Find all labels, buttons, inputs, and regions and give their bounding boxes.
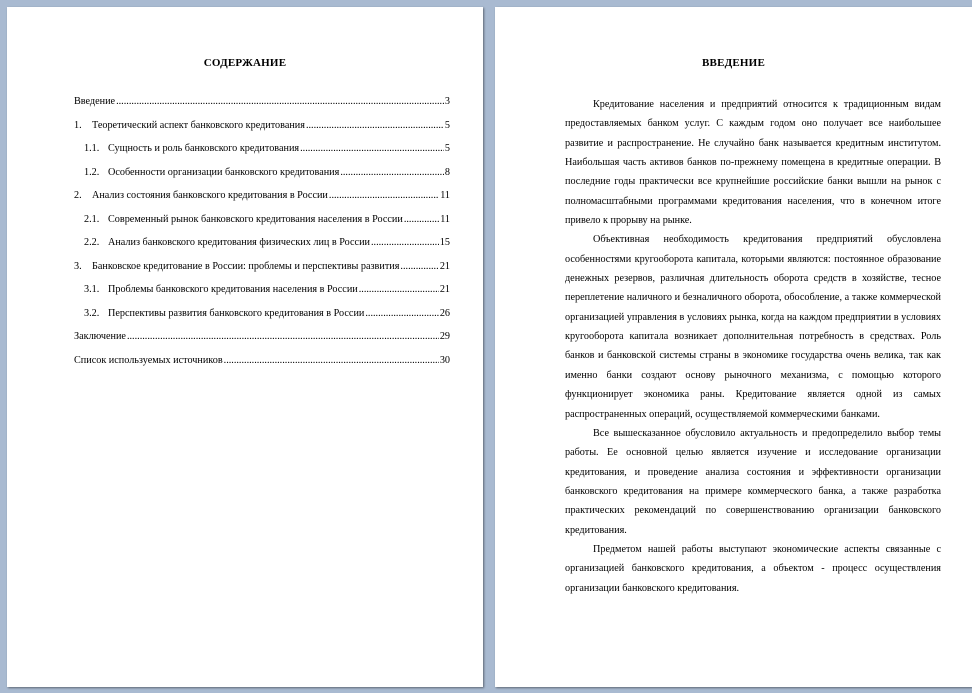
- toc-dot-leader: [116, 95, 444, 109]
- toc-entry-number: 3.: [74, 260, 82, 272]
- toc-dot-leader: [400, 260, 438, 274]
- toc-dot-leader: [306, 119, 444, 133]
- toc-entry-number: 3.1.: [84, 284, 100, 295]
- toc-dot-leader: [127, 330, 439, 344]
- toc-entry-number: 1.1.: [84, 143, 100, 154]
- toc-entry-page: 26: [439, 307, 450, 319]
- toc-entry-page: 3: [444, 96, 450, 107]
- toc-entry-page: 8: [444, 166, 450, 178]
- toc-entry[interactable]: [74, 142, 450, 166]
- table-of-contents: [74, 95, 450, 377]
- toc-entry-number: 2.: [74, 190, 82, 201]
- introduction-paragraph: Все вышесказанное обусловило актуальность и предопределило выбор темы работы. Ее основной целью является изучение и исследование организации кредитования, и проведение анализа состояния и эффективности организации банковского кредитования на примере коммерческого банка, а также разработка практических рекомендаций по совершенствованию организации банковского кредитования.: [565, 427, 941, 536]
- toc-entry-page: 5: [444, 143, 450, 154]
- toc-entry-page: 11: [440, 190, 450, 201]
- toc-entry-number: 2.2.: [84, 237, 100, 248]
- toc-entry-page: 21: [439, 284, 450, 295]
- toc-entry-title: Перспективы развития банковского кредитования в России: [108, 307, 365, 319]
- toc-entry-number: 1.: [74, 119, 82, 131]
- toc-entry[interactable]: [74, 330, 450, 354]
- introduction-paragraph: Кредитование населения и предприятий относится к традиционным видам предоставляемых банком услуг. С каждым годом оно получает все наибольшее развитие и распространение. Не случайно банк называется кредитным институтом. Наибольшая часть активов банков по-прежнему помещена в кредитные операции. В последние годы практически все крупнейшие российские банки вышли на рынок с полномасштабными программами кредитования населения, что в конечном итоге привело к прорыву на рынке.: [565, 99, 941, 227]
- contents-heading: СОДЕРЖАНИЕ: [203, 57, 287, 69]
- toc-entry[interactable]: [74, 119, 450, 143]
- toc-entry[interactable]: [74, 189, 450, 213]
- toc-entry-title: Введение: [74, 96, 116, 107]
- toc-entry-number: 3.2.: [84, 307, 100, 319]
- toc-entry[interactable]: [74, 166, 450, 190]
- introduction-heading: ВВЕДЕНИЕ: [702, 57, 765, 69]
- toc-entry-page: 30: [439, 354, 450, 366]
- toc-entry-number: 2.1.: [84, 213, 100, 225]
- toc-entry-title: Анализ банковского кредитования физических лиц в России: [108, 237, 370, 248]
- page-contents: [7, 7, 483, 687]
- toc-entry-title: Заключение: [74, 331, 126, 342]
- toc-entry-title: Теоретический аспект банковского кредитования: [92, 119, 305, 131]
- toc-entry[interactable]: [74, 260, 450, 284]
- introduction-paragraph: Объективная необходимость кредитования предприятий обусловлена особенностями кругооборота капитала, которыми являются: постоянное образование денежных резервов, различная длительность оборота средств в хозяйстве, тесное переплетение наличного и безналичного оборота, обособление, а также коммерческой организацией управления в условиях рынка, когда на каждом предприятии в условиях кругооборота капитала возникает дополнительная потребность в средствах. Роль банков и банковской системы страны в экономике государства очень велика, так как именно банки создают основу рыночного механизма, с помощью которого функционирует экономика раны. Кредитование является одной из самых распространенных операций, осуществляемой коммерческими банками.: [565, 234, 941, 420]
- toc-entry-page: 5: [444, 119, 450, 131]
- toc-entry-number: 1.2.: [84, 166, 100, 178]
- toc-dot-leader: [340, 166, 444, 180]
- toc-entry-page: 29: [439, 331, 450, 342]
- toc-dot-leader: [371, 236, 439, 250]
- introduction-paragraph: Предметом нашей работы выступают экономические аспекты связанные с организацией банковского кредитования, а объектом - процесс осуществления организации банковского кредитования.: [565, 543, 941, 594]
- toc-dot-leader: [300, 142, 444, 156]
- toc-dot-leader: [404, 213, 439, 227]
- toc-entry[interactable]: [74, 307, 450, 331]
- toc-entry-title: Сущность и роль банковского кредитования: [108, 143, 300, 154]
- toc-entry-page: 11: [440, 213, 450, 225]
- toc-entry-title: Анализ состояния банковского кредитования в России: [92, 190, 328, 201]
- toc-entry[interactable]: [74, 283, 450, 307]
- toc-entry-page: 21: [439, 260, 450, 272]
- toc-entry-title: Банковское кредитование в России: проблемы и перспективы развития: [92, 260, 400, 272]
- toc-entry[interactable]: [74, 213, 450, 237]
- toc-entry-title: Современный рынок банковского кредитования населения в России: [108, 213, 403, 225]
- toc-entry-page: 15: [439, 237, 450, 248]
- toc-entry-title: Проблемы банковского кредитования населения в России: [108, 284, 358, 295]
- introduction-body: [565, 95, 941, 598]
- toc-dot-leader: [359, 283, 439, 297]
- page-introduction: [495, 7, 972, 687]
- toc-dot-leader: [365, 307, 438, 321]
- toc-entry[interactable]: [74, 354, 450, 378]
- toc-entry-title: Список используемых источников: [74, 354, 223, 366]
- toc-dot-leader: [329, 189, 439, 203]
- toc-entry[interactable]: [74, 95, 450, 119]
- toc-entry-title: Особенности организации банковского кредитования: [108, 166, 340, 178]
- toc-dot-leader: [224, 354, 439, 368]
- toc-entry[interactable]: [74, 236, 450, 260]
